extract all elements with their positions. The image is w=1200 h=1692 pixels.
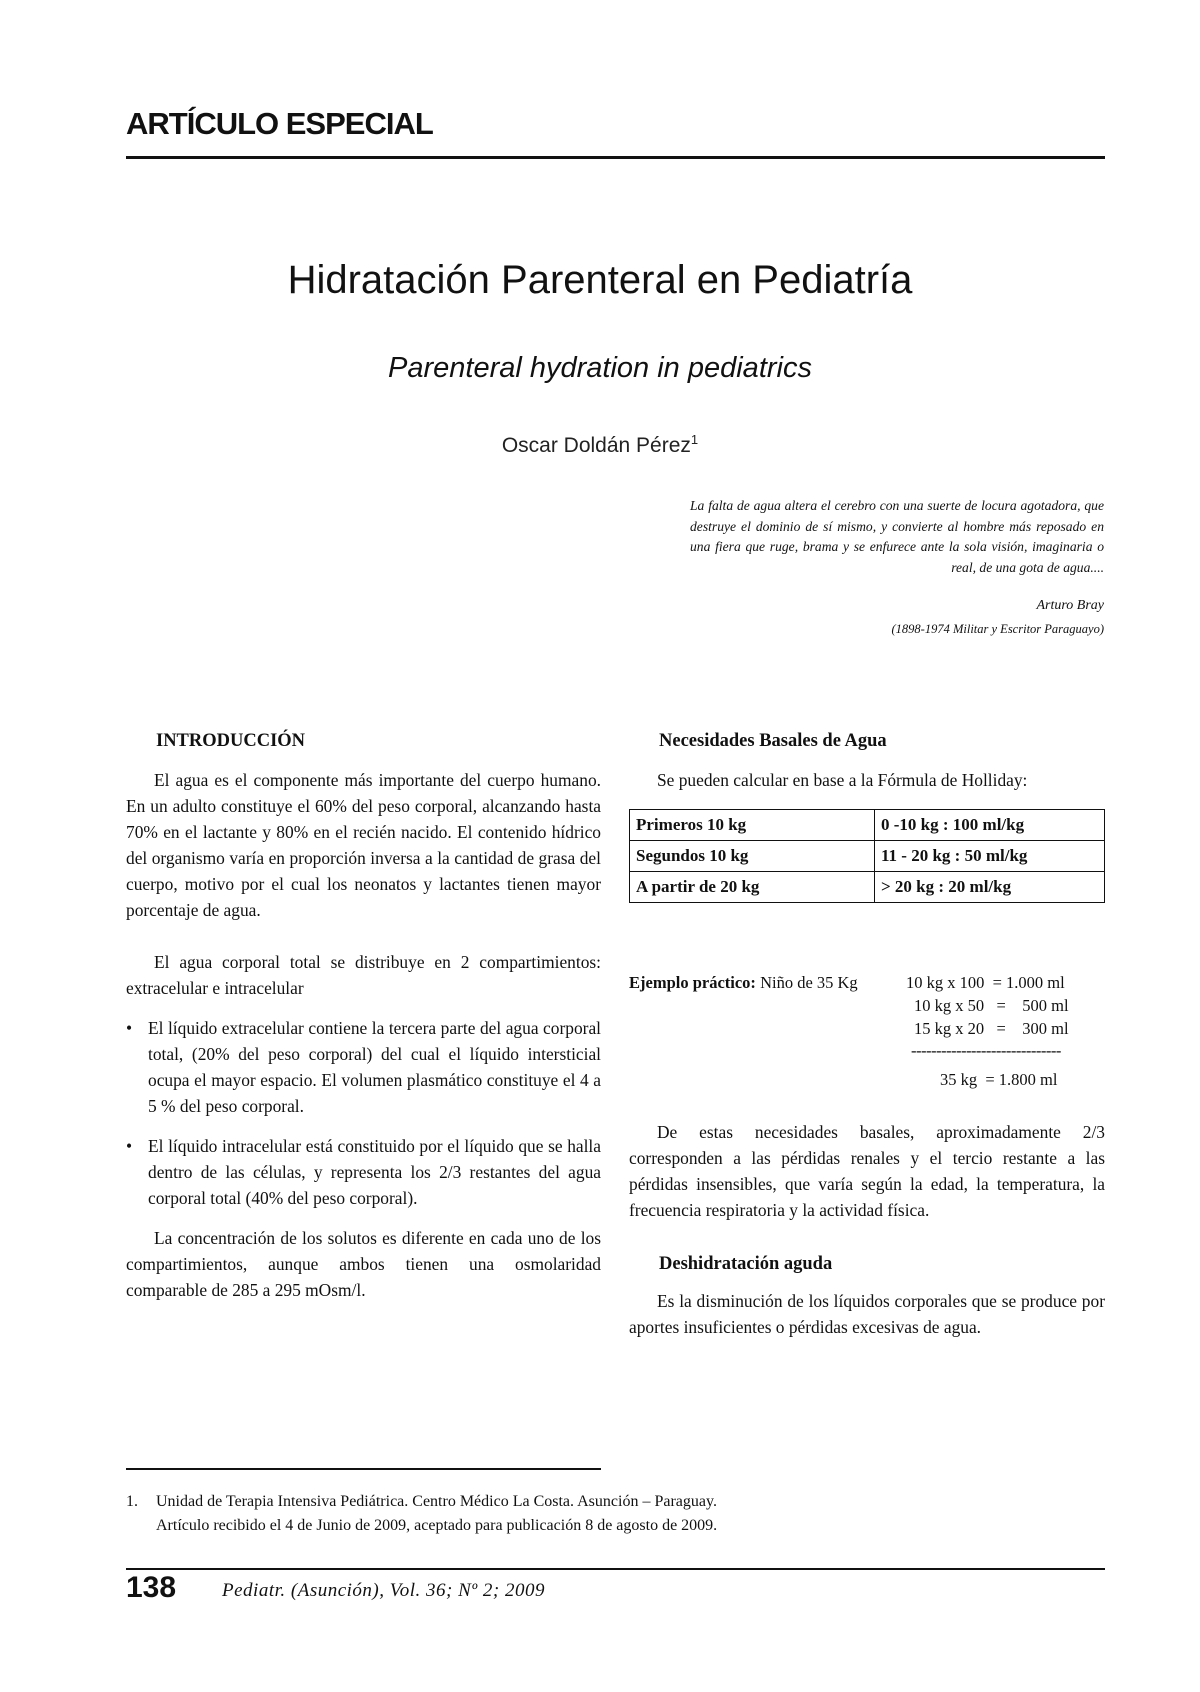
section-heading-necesidades: Necesidades Basales de Agua: [659, 731, 887, 751]
example-calculation: [629, 971, 1105, 1099]
footer-rule: [126, 1568, 1105, 1570]
bullet-intracelular: [126, 1133, 601, 1211]
table-cell: 0 -10 kg : 100 ml/kg: [875, 810, 1105, 841]
article-author: [0, 432, 1200, 458]
example-label-line: [629, 971, 858, 994]
table-row: [630, 872, 1105, 903]
section-heading-introduccion: INTRODUCCIÓN: [156, 731, 306, 751]
bullet-marker: •: [126, 1136, 133, 1156]
paragraph-intro-3: La concentración de los solutos es diferente en cada uno de los compartimientos, aunque ambos tienen una osmolaridad comparable de 285 a 295 mOsm/l.: [126, 1228, 601, 1300]
epigraph-dates: (1898-1974 Militar y Escritor Paraguayo): [891, 622, 1104, 636]
table-cell: Primeros 10 kg: [630, 810, 875, 841]
section-heading-deshidratacion: Deshidratación aguda: [659, 1254, 833, 1274]
left-column: [126, 728, 601, 1303]
table-cell: > 20 kg : 20 ml/kg: [875, 872, 1105, 903]
author-name: Oscar Doldán Pérez: [501, 434, 691, 457]
example-separator: ------------------------------: [911, 1041, 1061, 1060]
article-subtitle: Parenteral hydration in pediatrics: [388, 352, 812, 384]
footnote-body: [126, 1490, 717, 1538]
example-line: 10 kg x 100 = 1.000 ml: [906, 973, 1065, 992]
epigraph-quote: La falta de agua altera el cerebro con una suerte de locura agotadora, que destruye el dominio de sí mismo, y convierte al hombre más reposado en una fiera que ruge, brama y se enfurece ante la sola visión, imaginaria o real, de una gota de agua....: [690, 498, 1104, 575]
paragraph-holliday-intro: Se pueden calcular en base a la Fórmula de Holliday:: [657, 770, 1028, 790]
table-row: [630, 841, 1105, 872]
journal-citation: Pediatr. (Asunción), Vol. 36; Nº 2; 2009: [222, 1580, 545, 1601]
example-line: 15 kg x 20 = 300 ml: [914, 1019, 1069, 1038]
example-line: 10 kg x 50 = 500 ml: [914, 996, 1069, 1015]
bullet-marker: •: [126, 1018, 133, 1038]
bullet-text: El líquido extracelular contiene la tercera parte del agua corporal total, (20% del peso corporal) del cual el líquido intersticial ocupa el mayor espacio. El volumen plasmático constituye el 4 a 5 % del peso corporal.: [148, 1018, 601, 1116]
table-cell: 11 - 20 kg : 50 ml/kg: [875, 841, 1105, 872]
paragraph-deshidratacion: Es la disminución de los líquidos corporales que se produce por aportes insuficientes o pérdidas excesivas de agua.: [629, 1291, 1105, 1337]
example-label: Ejemplo práctico:: [629, 973, 756, 992]
article-title: Hidratación Parenteral en Pediatría: [287, 258, 913, 302]
paragraph-intro-1: El agua es el componente más importante del cuerpo humano. En un adulto constituye el 60% del peso corporal, alcanzando hasta 70% en el lactante y 80% en el recién nacido. El contenido hídrico del organismo varía en proporción inversa a la cantidad de grasa del cuerpo, motivo por el cual los neonatos y lactantes tienen mayor porcentaje de agua.: [126, 770, 601, 920]
right-column: [629, 728, 1105, 1340]
table-cell: A partir de 20 kg: [630, 872, 875, 903]
holliday-table: [629, 809, 1105, 903]
example-subject: Niño de 35 Kg: [760, 973, 858, 992]
page-number: 138: [126, 1571, 177, 1604]
footnote: [126, 1490, 717, 1538]
table-cell: Segundos 10 kg: [630, 841, 875, 872]
section-label: ARTÍCULO ESPECIAL: [126, 106, 433, 141]
epigraph-author: Arturo Bray: [1036, 598, 1104, 613]
header-rule: [126, 156, 1105, 159]
paragraph-basal-losses: De estas necesidades basales, aproximadamente 2/3 corresponden a las pérdidas renales y el tercio restante a las pérdidas insensibles, que varía según la edad, la temperatura, la frecuencia respiratoria y la actividad física.: [629, 1122, 1105, 1220]
bullet-extracelular: [126, 1015, 601, 1119]
footnote-number: 1.: [126, 1493, 138, 1510]
footnote-rule: [126, 1468, 601, 1470]
table-row: [630, 810, 1105, 841]
example-total: 35 kg = 1.800 ml: [940, 1070, 1058, 1089]
footnote-affiliation: Unidad de Terapia Intensiva Pediátrica. Centro Médico La Costa. Asunción – Paraguay.: [156, 1493, 717, 1510]
footnote-dates: Artículo recibido el 4 de Junio de 2009, aceptado para publicación 8 de agosto de 2009.: [156, 1517, 718, 1534]
author-affiliation-mark: 1: [690, 432, 699, 447]
bullet-text: El líquido intracelular está constituido por el líquido que se halla dentro de las células, y representa los 2/3 restantes del agua corporal total (40% del peso corporal).: [148, 1136, 601, 1208]
paragraph-intro-2: El agua corporal total se distribuye en 2 compartimientos: extracelular e intracelular: [126, 952, 601, 998]
